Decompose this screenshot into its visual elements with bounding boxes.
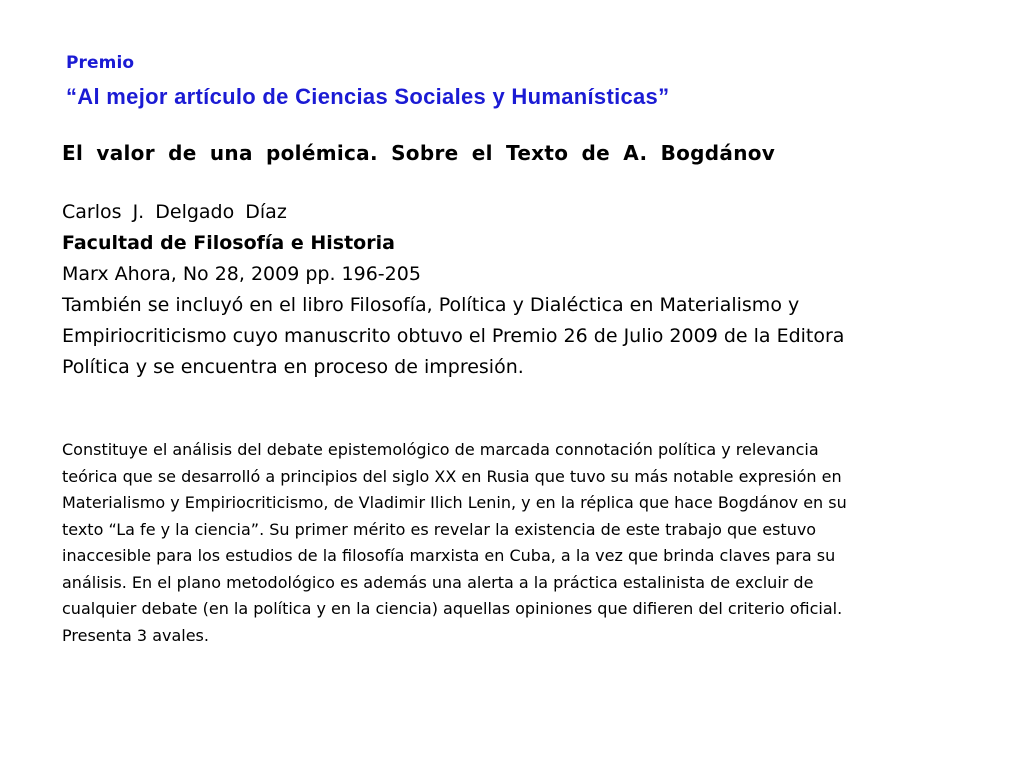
- summary-line: cualquier debate (en la política y en la ciencia) aquellas opiniones que difieren del criterio oficial.: [62, 599, 843, 618]
- summary-line: Constituye el análisis del debate epistemológico de marcada connotación política y relevancia: [62, 440, 819, 459]
- publication-details: [62, 197, 962, 383]
- book-note-line: Empiriocriticismo cuyo manuscrito obtuvo el Premio 26 de Julio 2009 de la Editora: [62, 325, 845, 347]
- summary-line: Materialismo y Empiriocriticismo, de Vladimir Ilich Lenin, y en la réplica que hace Bogdánov en su: [62, 493, 847, 512]
- summary-line: análisis. En el plano metodológico es además una alerta a la práctica estalinista de excluir de: [62, 572, 814, 592]
- award-label: Premio: [66, 53, 135, 73]
- article-title: El valor de una polémica. Sobre el Texto de A. Bogdánov: [62, 141, 776, 165]
- summary-line: Presenta 3 avales.: [62, 625, 209, 645]
- publication-reference: Marx Ahora, No 28, 2009 pp. 196-205: [62, 263, 421, 285]
- summary-line: texto “La fe y la ciencia”. Su primer mérito es revelar la existencia de este trabajo que estuvo: [62, 519, 817, 539]
- summary-line: teórica que se desarrolló a principios del siglo XX en Rusia que tuvo su más notable expresión en: [62, 466, 842, 486]
- summary-line: inaccesible para los estudios de la filosofía marxista en Cuba, a la vez que brinda claves para su: [62, 546, 836, 565]
- author-name: Carlos J. Delgado Díaz: [62, 201, 287, 223]
- summary-paragraph: [62, 437, 972, 649]
- book-note-line: También se incluyó en el libro Filosofía, Política y Dialéctica en Materialismo y: [62, 294, 800, 316]
- book-note-line: Política y se encuentra en proceso de impresión.: [62, 356, 524, 378]
- award-title: “Al mejor artículo de Ciencias Sociales y Humanísticas”: [66, 84, 670, 109]
- faculty-name: Facultad de Filosofía e Historia: [62, 232, 395, 254]
